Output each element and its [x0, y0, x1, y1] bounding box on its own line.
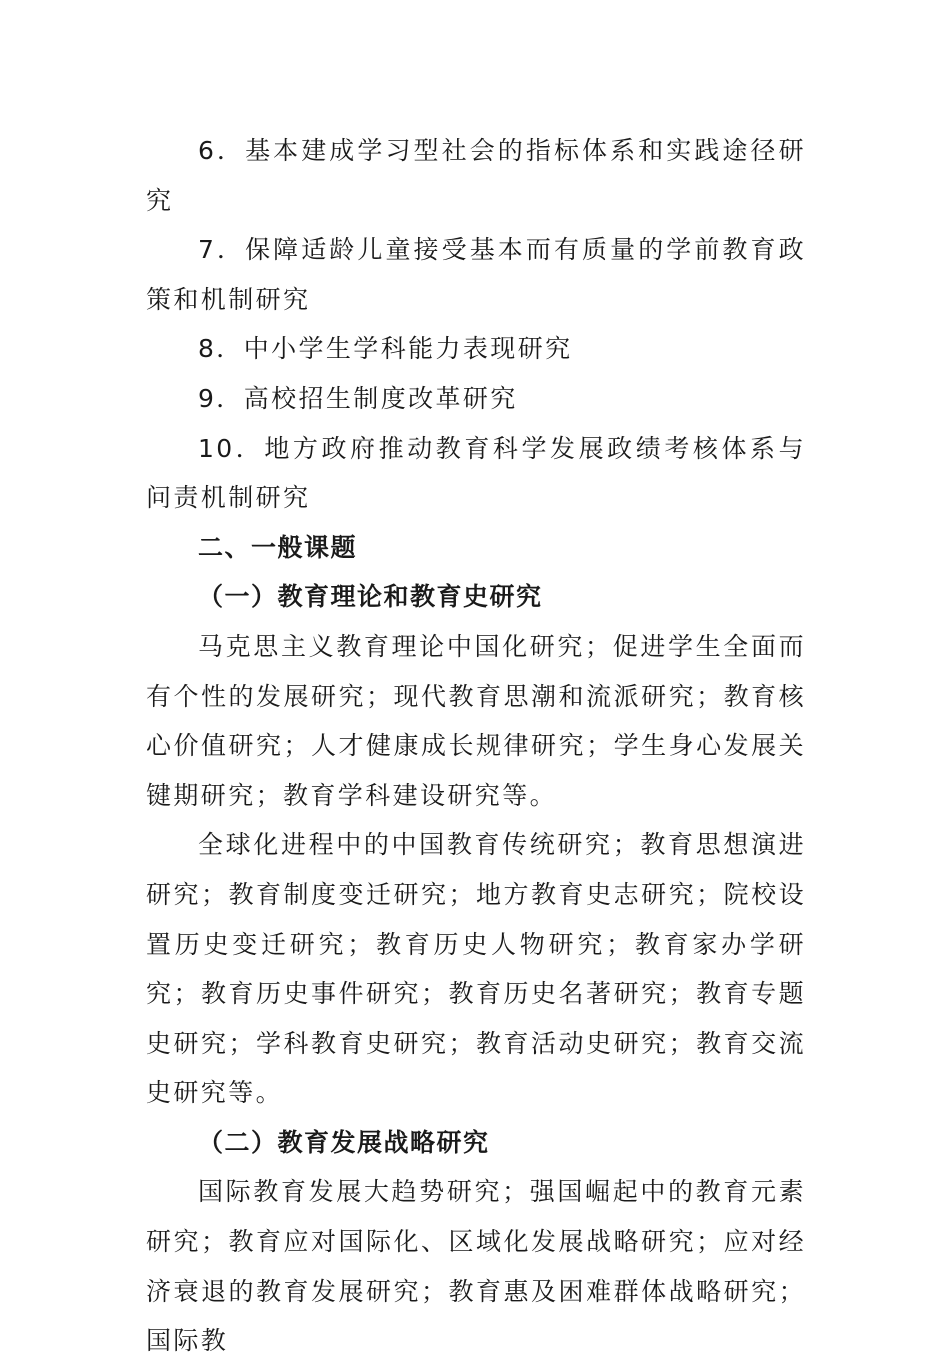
- list-item-9: 9．高校招生制度改革研究: [198, 383, 518, 413]
- list-item-6: 6．基本建成学习型社会的指标体系和实践途径研究: [146, 136, 806, 215]
- paragraph-strategy: 国际教育发展大趋势研究；强国崛起中的教育元素研究；教育应对国际化、区域化发展战略研究；应对经济衰退的教育发展研究；教育惠及困难群体战略研究；国际教: [146, 1177, 806, 1356]
- paragraph-theory: 马克思主义教育理论中国化研究；促进学生全面而有个性的发展研究；现代教育思潮和流派研究；教育核心价值研究；人才健康成长规律研究；学生身心发展关键期研究；教育学科建设研究等。: [146, 631, 806, 810]
- list-item-8: 8．中小学生学科能力表现研究: [198, 334, 573, 364]
- list-item-10: 10．地方政府推动教育科学发展政绩考核体系与问责机制研究: [146, 433, 806, 513]
- document-body: [146, 126, 806, 1366]
- subsection-title-theory-history: （一）教育理论和教育史研究: [198, 582, 543, 612]
- section-title: 二、一般课题: [198, 532, 358, 562]
- subsection-title-strategy: （二）教育发展战略研究: [198, 1127, 490, 1157]
- list-item-7: 7．保障适龄儿童接受基本而有质量的学前教育政策和机制研究: [146, 235, 806, 314]
- paragraph-history: 全球化进程中的中国教育传统研究；教育思想演进研究；教育制度变迁研究；地方教育史志研究；院校设置历史变迁研究；教育历史人物研究；教育家办学研究；教育历史事件研究；教育历史名著研究；教育专题史研究；学科教育史研究；教育活动史研究；教育交流史研究等。: [146, 830, 806, 1108]
